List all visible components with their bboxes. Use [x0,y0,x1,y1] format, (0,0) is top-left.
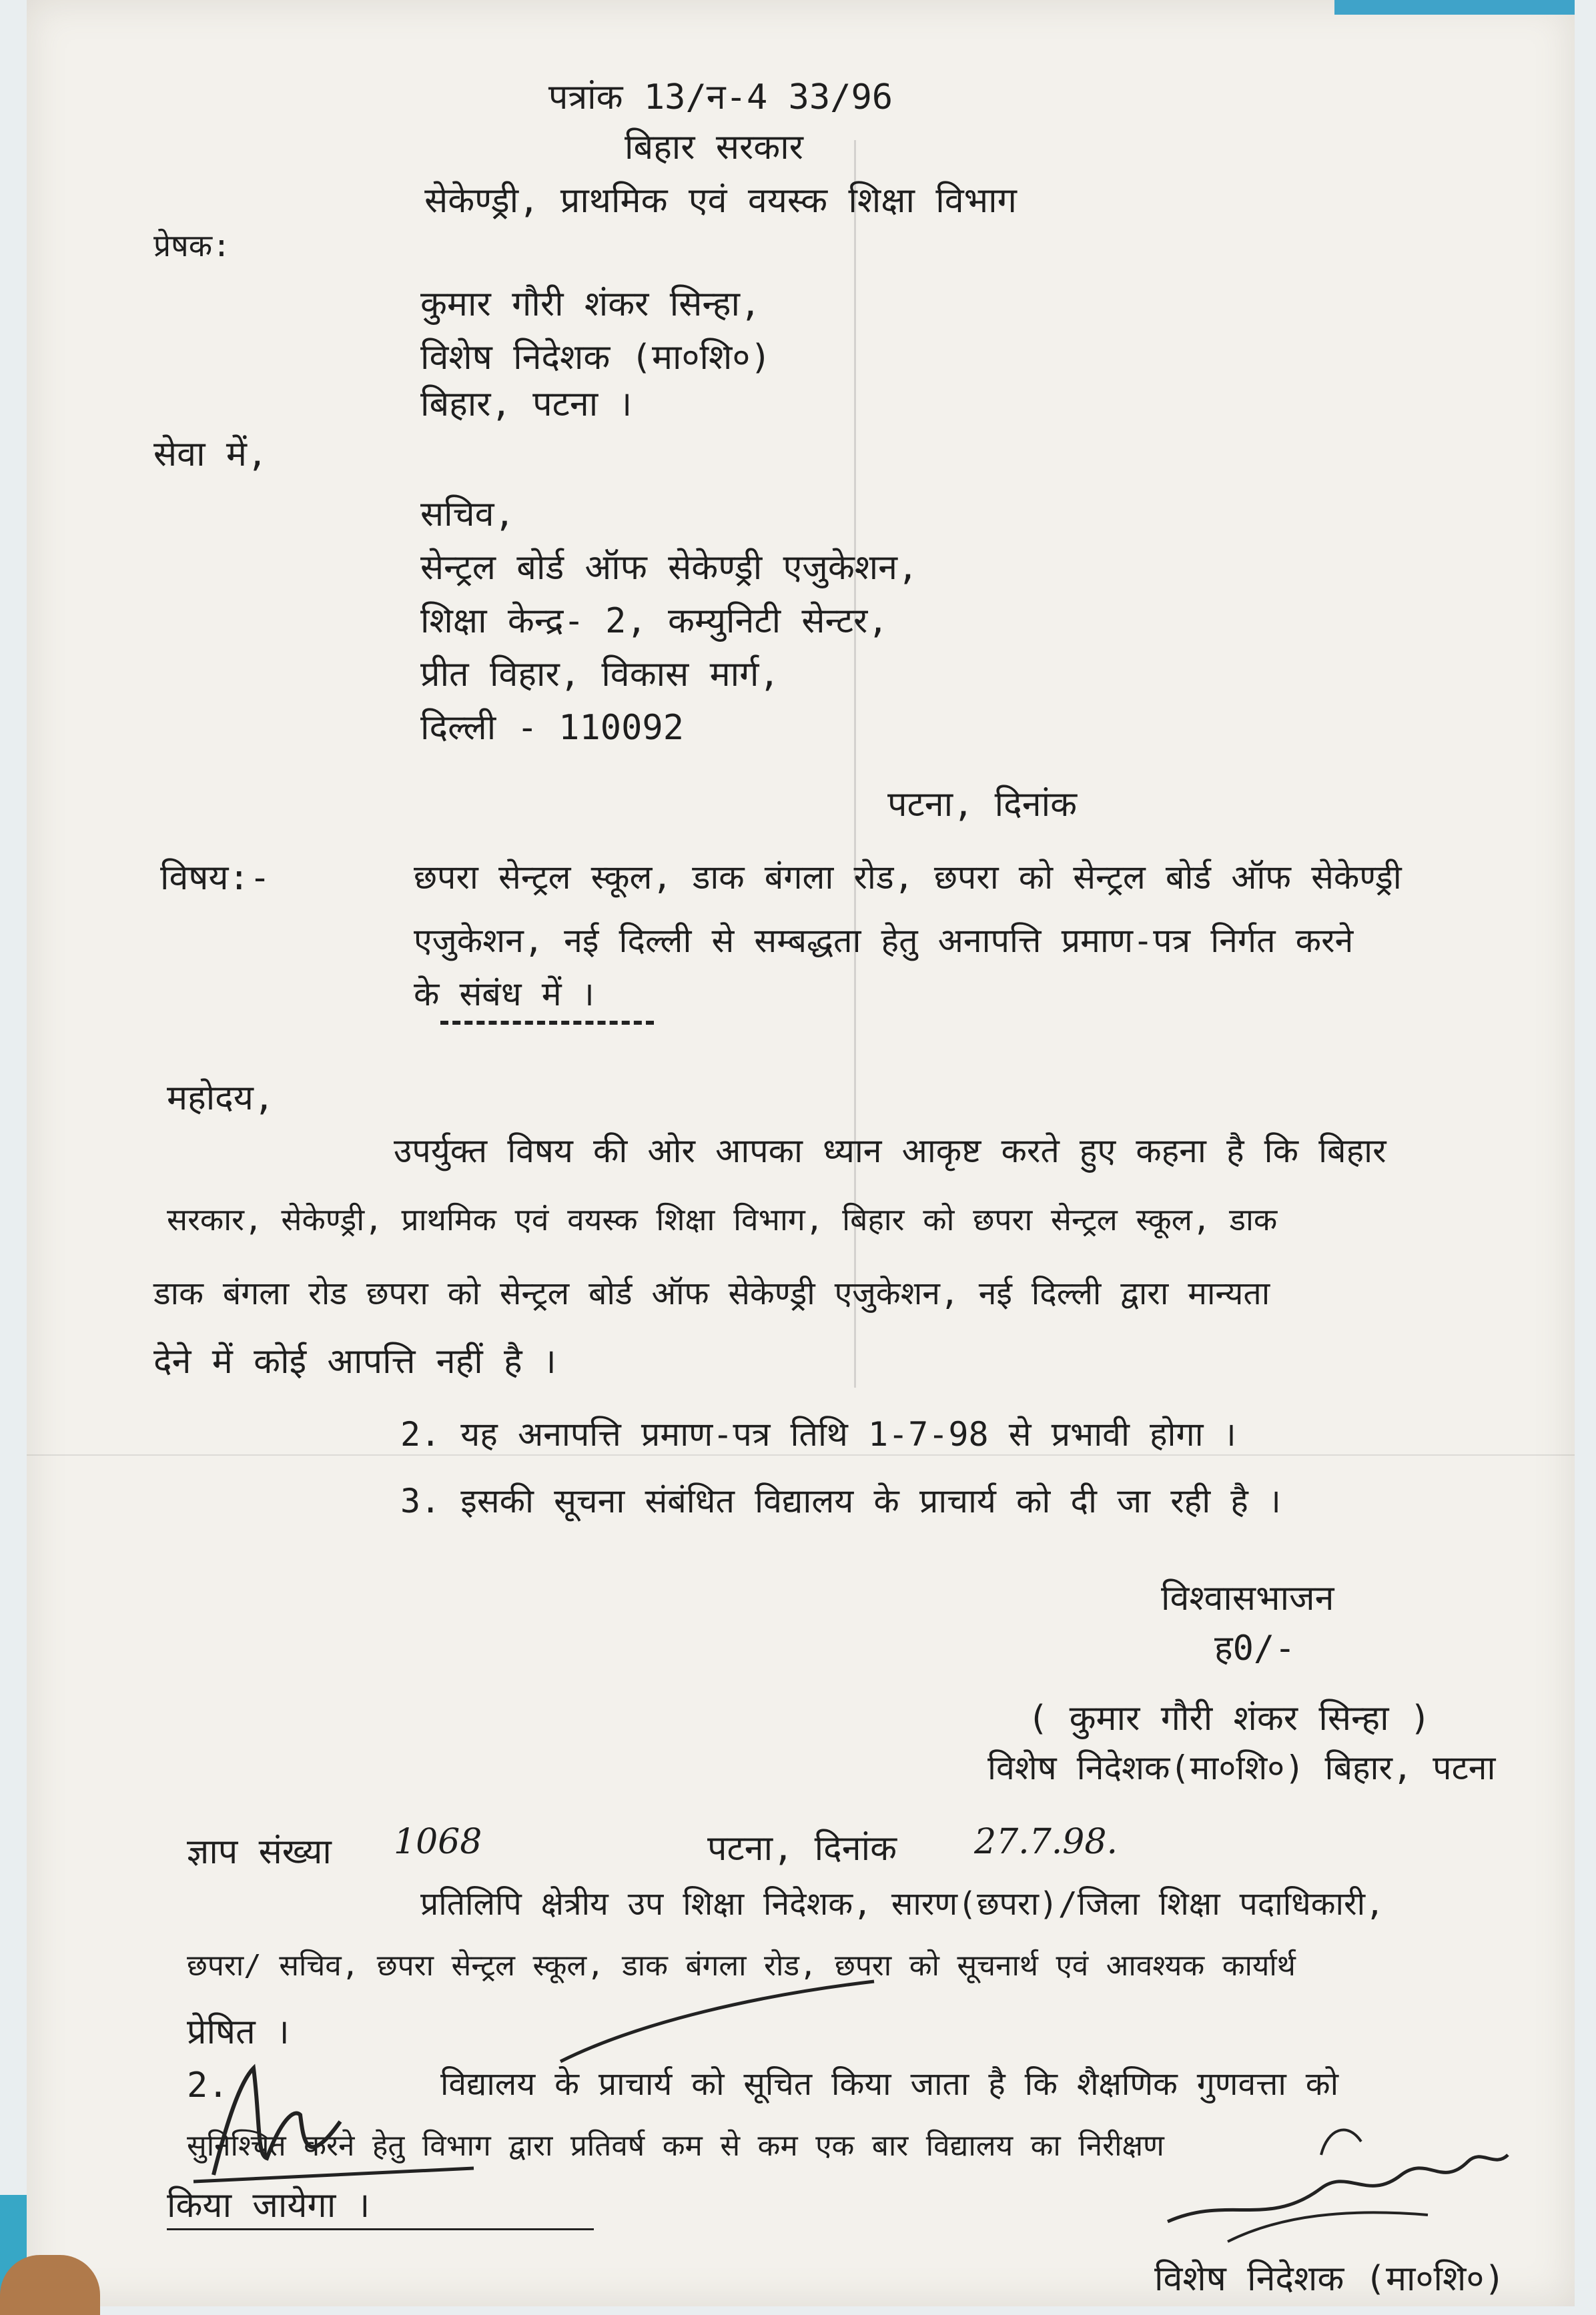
sender-line: विशेष निदेशक (मा०शि०) [420,338,771,378]
subject-line: के संबंध में । [414,975,594,1013]
subject-underline [440,1021,654,1025]
recipient-line: दिल्ली - 110092 [420,708,685,748]
place-date: पटना, दिनांक [887,785,1078,825]
body-line: सरकार, सेकेण्ड्री, प्राथमिक एवं वयस्क शिक्षा विभाग, बिहार को छपरा सेन्ट्रल स्कूल, डाक [167,1202,1278,1238]
copy-line: छपरा/ सचिव, छपरा सेन्ट्रल स्कूल, डाक बंगला रोड, छपरा को सूचनार्थ एवं आवश्यक कार्यार्थ [187,1949,1296,1983]
note-underline [167,2228,594,2230]
body-line: देने में कोई आपत्ति नहीं है । [153,1342,556,1382]
pen-stroke [560,1981,881,2075]
memo-label: ज्ञाप संख्या [187,1832,332,1872]
to-label: सेवा में, [153,434,268,474]
fold-line-horizontal [27,1454,1575,1456]
recipient-line: शिक्षा केन्द्र- 2, कम्युनिटी सेन्टर, [420,601,889,641]
note-number: 2. [187,2065,229,2106]
memo-place-date: पटना, दिनांक [707,1829,897,1869]
memo-number: 1068 [394,1822,482,1862]
recipient-line: सेन्ट्रल बोर्ड ऑफ सेकेण्ड्री एजुकेशन, [420,548,919,588]
note-line: किया जायेगा । [167,2186,370,2226]
officer-signature [1148,2115,1521,2262]
reference-number: पत्रांक 13/न-4 33/96 [548,77,893,117]
recipient-line: सचिव, [420,494,515,534]
note-line: सुनिश्चित करने हेतु विभाग द्वारा प्रतिवर्ष कम से कम एक बार विद्यालय का निरीक्षण [187,2129,1164,2163]
fold-line [854,140,856,1388]
letter-page [27,0,1575,2306]
copy-line: प्रेषित । [187,2012,290,2052]
signed-mark: ह0/- [1214,1629,1296,1669]
subject-label: विषय:- [160,858,271,898]
strike-line [193,2142,540,2202]
note-line: विद्यालय के प्राचार्य को सूचित किया जाता है कि शैक्षणिक गुणवत्ता को [440,2065,1338,2103]
memo-date: 27.7.98. [974,1822,1118,1862]
sender-line: बिहार, पटना । [420,384,633,424]
point-2: 2. यह अनापत्ति प्रमाण-पत्र तिथि 1-7-98 से प्रभावी होगा । [400,1415,1236,1454]
department-name: सेकेण्ड्री, प्राथमिक एवं वयस्क शिक्षा विभाग [424,181,1017,221]
background-edge [1334,0,1575,15]
subject-line: एजुकेशन, नई दिल्ली से सम्बद्धता हेतु अनापत्ति प्रमाण-पत्र निर्गत करने [414,921,1354,960]
footer-title: विशेष निदेशक (मा०शि०) [1154,2259,1505,2299]
body-line: डाक बंगला रोड छपरा को सेन्ट्रल बोर्ड ऑफ सेकेण्ड्री एजुकेशन, नई दिल्ली द्वारा मान्यता [153,1275,1270,1312]
government-name: बिहार सरकार [625,127,803,167]
copy-line: प्रतिलिपि क्षेत्रीय उप शिक्षा निदेशक, सारण(छपरा)/जिला शिक्षा पदाधिकारी, [420,1885,1384,1923]
sender-label: प्रेषक: [153,227,231,264]
signatory-name: ( कुमार गौरी शंकर सिन्हा ) [1028,1699,1431,1739]
sender-line: कुमार गौरी शंकर सिन्हा, [420,284,761,324]
point-3: 3. इसकी सूचना संबंधित विद्यालय के प्राचार्य को दी जा रही है । [400,1482,1281,1520]
body-line: उपर्युक्त विषय की ओर आपका ध्यान आकृष्ट करते हुए कहना है कि बिहार [394,1131,1386,1170]
signatory-title: विशेष निदेशक(मा०शि०) बिहार, पटना [987,1749,1496,1787]
subject-line: छपरा सेन्ट्रल स्कूल, डाक बंगला रोड, छपरा को सेन्ट्रल बोर्ड ऑफ सेकेण्ड्री [414,858,1402,897]
recipient-line: प्रीत विहार, विकास मार्ग, [420,654,780,694]
salutation: महोदय, [167,1078,275,1118]
closing: विश्वासभाजन [1161,1578,1334,1618]
